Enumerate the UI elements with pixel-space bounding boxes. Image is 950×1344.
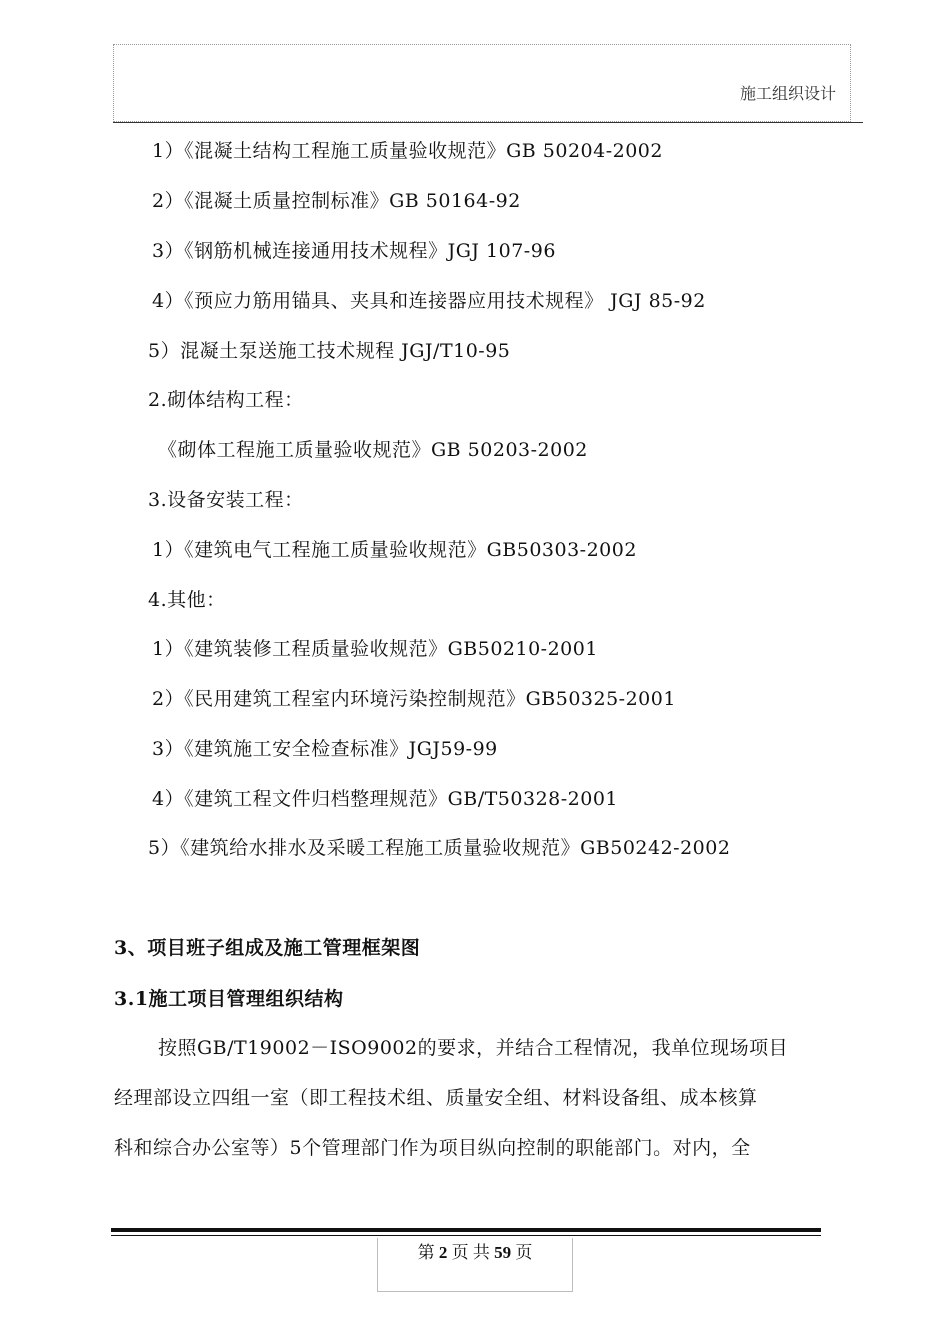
total-pages: 59 <box>494 1243 512 1262</box>
standard-item: 4）《建筑工程文件归档整理规范》GB/T50328-2001 <box>152 788 619 810</box>
paragraph-line: 科和综合办公室等）5个管理部门作为项目纵向控制的职能部门。对内，全 <box>114 1137 751 1159</box>
category-heading: 2.砌体结构工程： <box>148 389 304 411</box>
standard-item: 3）《建筑施工安全检查标准》JGJ59-99 <box>152 738 498 760</box>
standard-item: 1）《建筑装修工程质量验收规范》GB50210-2001 <box>152 638 598 660</box>
category-heading: 4.其他： <box>148 589 226 611</box>
current-page: 2 <box>438 1243 448 1262</box>
footer-rule-thin <box>111 1235 821 1236</box>
standard-item: 1）《建筑电气工程施工质量验收规范》GB50303-2002 <box>152 539 637 561</box>
paragraph-line: 按照GB/T19002－ISO9002的要求，并结合工程情况，我单位现场项目 <box>158 1037 789 1059</box>
header-title: 施工组织设计 <box>739 84 836 103</box>
footer-suffix: 页 <box>515 1243 533 1262</box>
footer-prefix: 第 <box>417 1243 435 1262</box>
standard-item: 2）《混凝土质量控制标准》GB 50164-92 <box>152 190 521 212</box>
paragraph-line: 经理部设立四组一室（即工程技术组、质量安全组、材料设备组、成本核算 <box>114 1087 758 1109</box>
page-footer <box>377 1238 573 1292</box>
standard-item: 5）《建筑给水排水及采暖工程施工质量验收规范》GB50242-2002 <box>148 837 731 859</box>
category-heading: 3.设备安装工程： <box>148 489 304 511</box>
page-number <box>378 1238 572 1263</box>
footer-middle: 页 共 <box>451 1243 490 1262</box>
standard-item: 4）《预应力筋用锚具、夹具和连接器应用技术规程》 JGJ 85-92 <box>152 290 706 312</box>
standard-item: 《砌体工程施工质量验收规范》GB 50203-2002 <box>158 439 588 461</box>
page-header <box>113 44 851 122</box>
standard-item: 5）混凝土泵送施工技术规程 JGJ/T10-95 <box>148 340 511 362</box>
header-rule <box>113 122 863 123</box>
footer-rule <box>111 1228 821 1232</box>
section-heading: 3、项目班子组成及施工管理框架图 <box>114 937 421 959</box>
standard-item: 2）《民用建筑工程室内环境污染控制规范》GB50325-2001 <box>152 688 676 710</box>
standard-item: 3）《钢筋机械连接通用技术规程》JGJ 107-96 <box>152 240 556 262</box>
subsection-heading: 3.1施工项目管理组织结构 <box>114 988 344 1010</box>
standard-item: 1）《混凝土结构工程施工质量验收规范》GB 50204-2002 <box>152 140 663 162</box>
